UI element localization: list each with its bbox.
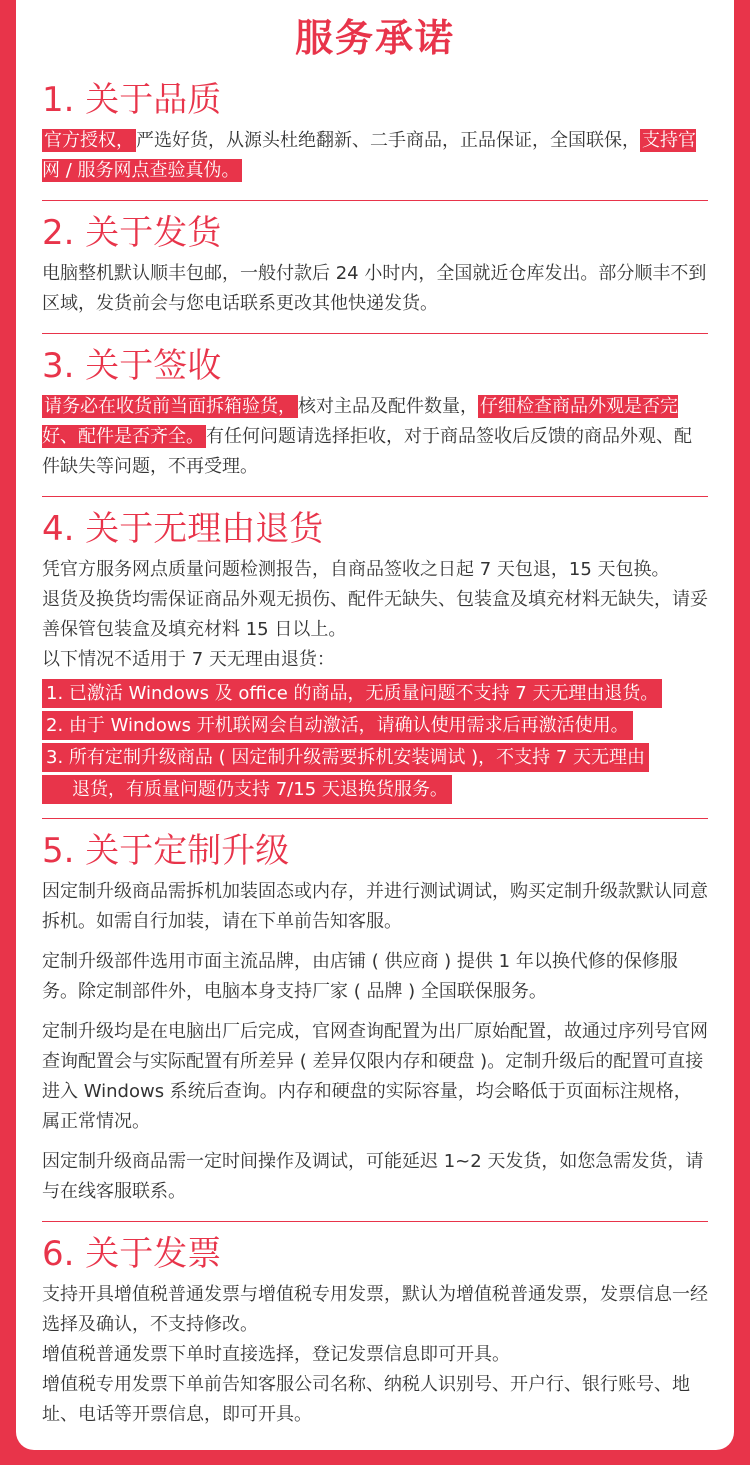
body-text: 以下情况不适用于 7 天无理由退货： — [42, 649, 335, 670]
body-text: 凭官方服务网点质量问题检测报告，自商品签收之日起 7 天包退，15 天包换。 — [42, 559, 670, 580]
section-heading: 2. 关于发货 — [42, 213, 222, 253]
highlight-text: 官方授权， — [44, 130, 134, 151]
body-text: 退货及换货均需保证商品外观无损伤、配件无缺失、包装盒及填充材料无缺失，请妥善保管包装盒及填充材料 15 日以上。 — [42, 589, 708, 640]
list-item: 1. 已激活 Windows 及 office 的商品，无质量问题不支持 7 天无理由退货。 — [42, 679, 662, 708]
section-heading: 1. 关于品质 — [42, 80, 222, 120]
section-body — [42, 392, 708, 482]
section-returns — [16, 507, 734, 819]
highlight-text: 请务必在收货前当面拆箱验货， — [44, 396, 296, 417]
body-text: 支持开具增值税普通发票与增值税专用发票，默认为增值税普通发票，发票信息一经选择及确认，不支持修改。 — [42, 1284, 708, 1335]
body-text: 因定制升级商品需一定时间操作及调试，可能延迟 1~2 天发货，如您急需发货，请与在线客服联系。 — [42, 1151, 704, 1202]
body-text: 严选好货，从源头杜绝翻新、二手商品，正品保证，全国联保， — [136, 130, 640, 151]
section-receipt — [16, 344, 734, 497]
body-text: 电脑整机默认顺丰包邮，一般付款后 24 小时内，全国就近仓库发出。部分顺丰不到区域，发货前会与您电话联系更改其他快递发货。 — [42, 263, 707, 314]
body-text: 增值税普通发票下单时直接选择，登记发票信息即可开具。 — [42, 1344, 510, 1365]
section-quality — [16, 78, 734, 201]
body-text: 定制升级均是在电脑出厂后完成，官网查询配置为出厂原始配置，故通过序列号官网查询配置会与实际配置有所差异 ( 差异仅限内存和硬盘 )。定制升级后的配置可直接进入 Windows 系统后查询。内存和硬盘的实际容量，均会略低于页面标注规格，属正常情况。 — [42, 1021, 708, 1132]
section-heading: 5. 关于定制升级 — [42, 831, 290, 871]
list-item: 退货，有质量问题仍支持 7/15 天退换货服务。 — [42, 775, 452, 804]
divider — [42, 333, 708, 334]
body-text: 定制升级部件选用市面主流品牌，由店铺 ( 供应商 ) 提供 1 年以换代修的保修服务。除定制部件外，电脑本身支持厂家 ( 品牌 ) 全国联保服务。 — [42, 951, 678, 1002]
list-item: 2. 由于 Windows 开机联网会自动激活，请确认使用需求后再激活使用。 — [42, 711, 633, 740]
divider — [42, 200, 708, 201]
section-custom-upgrade — [16, 829, 734, 1222]
list-item: 3. 所有定制升级商品 ( 因定制升级需要拆机安装调试 )，不支持 7 天无理由 — [42, 743, 649, 772]
section-invoice — [16, 1232, 734, 1430]
body-text: 因定制升级商品需拆机加装固态或内存，并进行测试调试，购买定制升级款默认同意拆机。如需自行加装，请在下单前告知客服。 — [42, 881, 708, 932]
section-shipping — [16, 211, 734, 334]
highlight-text: 仔细检查商品外观是否完好、配件是否齐全。 — [42, 396, 678, 447]
body-text: 有任何问题请选择拒收，对于商品签收后反馈的商品外观、配件缺失等问题，不再受理。 — [42, 426, 692, 477]
divider — [42, 818, 708, 819]
body-text: 核对主品及配件数量， — [298, 396, 478, 417]
highlight-text: 支持官网 / 服务网点查验真伪。 — [42, 130, 696, 181]
body-text: 增值税专用发票下单前告知客服公司名称、纳税人识别号、开户行、银行账号、地址、电话等开票信息，即可开具。 — [42, 1374, 690, 1425]
section-body — [42, 126, 708, 186]
section-heading: 3. 关于签收 — [42, 346, 222, 386]
divider — [42, 1221, 708, 1222]
divider — [42, 496, 708, 497]
service-promise-card — [16, 0, 734, 1450]
page-title: 服务承诺 — [294, 16, 455, 60]
section-heading: 4. 关于无理由退货 — [42, 509, 324, 549]
section-heading: 6. 关于发票 — [42, 1234, 222, 1274]
